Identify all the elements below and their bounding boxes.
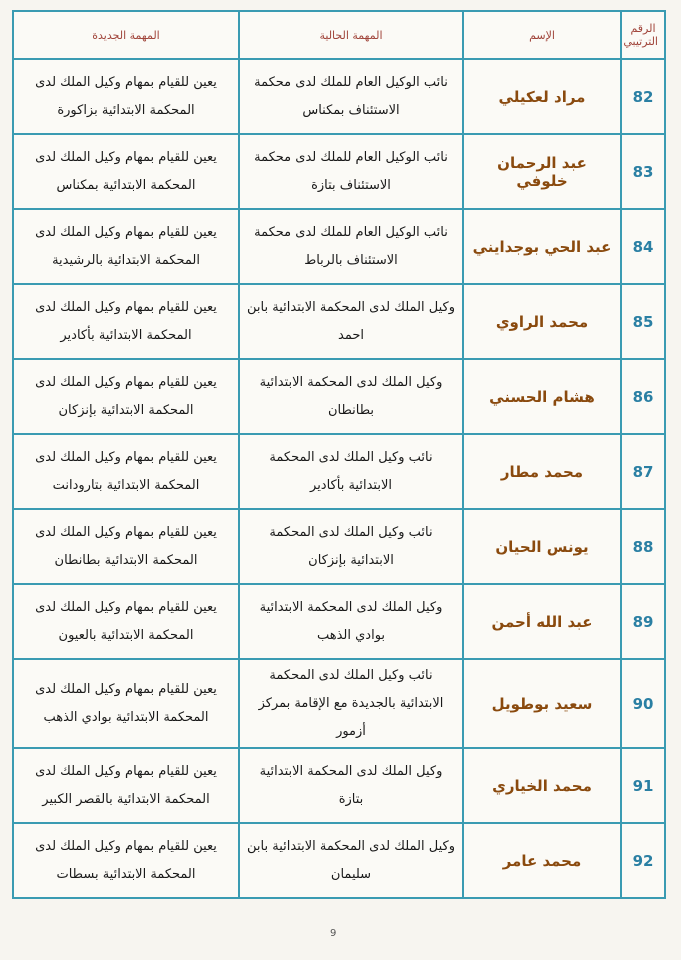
row-number: 82 <box>621 59 665 134</box>
row-name: محمد عامر <box>463 823 621 898</box>
row-number: 87 <box>621 434 665 509</box>
row-new-task: يعين للقيام بمهام وكيل الملك لدى المحكمة الابتدائية بوادي الذهب <box>13 659 239 748</box>
row-current-task: نائب الوكيل العام للملك لدى محكمة الاستئناف بتازة <box>239 134 463 209</box>
row-name: محمد الخياري <box>463 748 621 823</box>
row-name: عبد الرحمان خلوفي <box>463 134 621 209</box>
row-name: هشام الحسني <box>463 359 621 434</box>
table-row <box>13 659 665 748</box>
page-number: 9 <box>330 928 337 939</box>
table-row <box>13 584 665 659</box>
header-new-task: المهمة الجديدة <box>13 11 239 59</box>
row-current-task: وكيل الملك لدى المحكمة الابتدائية بوادي الذهب <box>239 584 463 659</box>
row-new-task: يعين للقيام بمهام وكيل الملك لدى المحكمة الابتدائية بالرشيدية <box>13 209 239 284</box>
row-number: 88 <box>621 509 665 584</box>
table-row <box>13 59 665 134</box>
table-row <box>13 359 665 434</box>
table-row <box>13 134 665 209</box>
row-current-task: وكيل الملك لدى المحكمة الابتدائية بتازة <box>239 748 463 823</box>
row-number: 86 <box>621 359 665 434</box>
row-current-task: وكيل الملك لدى المحكمة الابتدائية بابن سليمان <box>239 823 463 898</box>
row-current-task: نائب وكيل الملك لدى المحكمة الابتدائية بأكادير <box>239 434 463 509</box>
row-name: يونس الحيان <box>463 509 621 584</box>
row-new-task: يعين للقيام بمهام وكيل الملك لدى المحكمة الابتدائية بأكادير <box>13 284 239 359</box>
header-current-task: المهمة الحالية <box>239 11 463 59</box>
row-number: 84 <box>621 209 665 284</box>
row-current-task: نائب وكيل الملك لدى المحكمة الابتدائية بالجديدة مع الإقامة بمركز أزمور <box>239 659 463 748</box>
row-name: عبد الله أحمن <box>463 584 621 659</box>
row-current-task: نائب الوكيل العام للملك لدى محكمة الاستئناف بمكناس <box>239 59 463 134</box>
row-number: 89 <box>621 584 665 659</box>
row-new-task: يعين للقيام بمهام وكيل الملك لدى المحكمة الابتدائية بزاكورة <box>13 59 239 134</box>
row-name: محمد الراوي <box>463 284 621 359</box>
row-new-task: يعين للقيام بمهام وكيل الملك لدى المحكمة الابتدائية بطانطان <box>13 509 239 584</box>
row-new-task: يعين للقيام بمهام وكيل الملك لدى المحكمة الابتدائية بمكناس <box>13 134 239 209</box>
row-current-task: نائب الوكيل العام للملك لدى محكمة الاستئناف بالرباط <box>239 209 463 284</box>
row-name: عبد الحي بوجدايني <box>463 209 621 284</box>
table-row <box>13 434 665 509</box>
row-new-task: يعين للقيام بمهام وكيل الملك لدى المحكمة الابتدائية بسطات <box>13 823 239 898</box>
table-row <box>13 823 665 898</box>
appointments-table <box>12 10 666 899</box>
row-new-task: يعين للقيام بمهام وكيل الملك لدى المحكمة الابتدائية بتارودانت <box>13 434 239 509</box>
row-number: 83 <box>621 134 665 209</box>
row-name: محمد مطار <box>463 434 621 509</box>
row-current-task: وكيل الملك لدى المحكمة الابتدائية بطانطان <box>239 359 463 434</box>
appointments-table-sheet <box>12 10 664 899</box>
table-row <box>13 509 665 584</box>
row-number: 92 <box>621 823 665 898</box>
row-name: مراد لعكيلي <box>463 59 621 134</box>
row-number: 90 <box>621 659 665 748</box>
row-name: سعيد بوطويل <box>463 659 621 748</box>
row-new-task: يعين للقيام بمهام وكيل الملك لدى المحكمة الابتدائية بإنزكان <box>13 359 239 434</box>
row-number: 91 <box>621 748 665 823</box>
table-row <box>13 209 665 284</box>
row-current-task: نائب وكيل الملك لدى المحكمة الابتدائية بإنزكان <box>239 509 463 584</box>
row-number: 85 <box>621 284 665 359</box>
table-row <box>13 748 665 823</box>
header-name: الإسم <box>463 11 621 59</box>
table-row <box>13 284 665 359</box>
table-header-row <box>13 11 665 59</box>
row-current-task: وكيل الملك لدى المحكمة الابتدائية بابن احمد <box>239 284 463 359</box>
row-new-task: يعين للقيام بمهام وكيل الملك لدى المحكمة الابتدائية بالقصر الكبير <box>13 748 239 823</box>
header-number: الرقم الترتيبي <box>621 11 665 59</box>
row-new-task: يعين للقيام بمهام وكيل الملك لدى المحكمة الابتدائية بالعيون <box>13 584 239 659</box>
